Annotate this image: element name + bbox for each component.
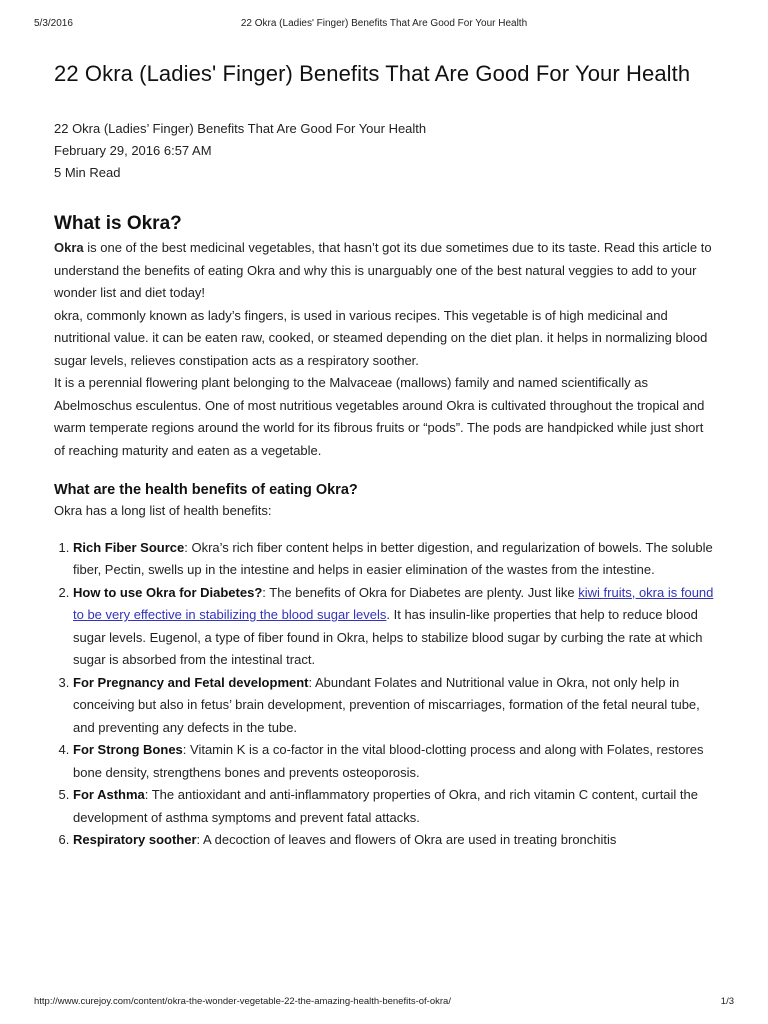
benefits-intro: Okra has a long list of health benefits: bbox=[54, 503, 272, 518]
benefit-item bbox=[73, 739, 716, 784]
page-url: http://www.curejoy.com/content/okra-the-wonder-vegetable-22-the-amazing-health-benefits-of-okra/ bbox=[34, 995, 451, 1007]
print-header bbox=[34, 16, 734, 30]
section-heading: What is Okra? bbox=[54, 213, 182, 234]
benefit-text: : Vitamin K is a co-factor in the vital blood-clotting process and along with Folates, restores bone density, strengthens bones and prevents osteoporosis. bbox=[73, 742, 704, 780]
read-time: 5 Min Read bbox=[54, 165, 121, 180]
intro-text: is one of the best medicinal vegetables, that hasn’t got its due sometimes due to its taste. Read this article to understand the benefits of eating Okra and why this is unarguably one of the best natural veggies to add to your wonder list and diet today! bbox=[54, 240, 712, 300]
article-meta bbox=[54, 118, 716, 184]
paragraph-common-names: okra, commonly known as lady’s fingers, is used in various recipes. This vegetable is of high medicinal and nutritional value. it can be eaten raw, cooked, or steamed depending on the diet plan. it helps in normalizing blood sugar levels, relieves constipation acts as a respiratory soother. bbox=[54, 307, 708, 368]
page-number: 1/3 bbox=[720, 995, 734, 1007]
benefit-text: : Abundant Folates and Nutritional value in Okra, not only help in conceiving but also in fetus’ brain development, prevention of miscarriages, formation of the fetal neural tube, and preventing any defects in the tube. bbox=[73, 674, 700, 735]
benefit-item bbox=[73, 829, 716, 852]
benefit-text: : A decoction of leaves and flowers of Okra are used in treating bronchitis bbox=[196, 832, 617, 847]
benefit-text: : The benefits of Okra for Diabetes are plenty. Just like bbox=[262, 584, 579, 600]
benefit-item bbox=[73, 582, 716, 672]
benefit-text: . It has insulin-like properties that help to reduce blood sugar levels. Eugenol, a type of fiber found in Okra, helps to stabilize blood sugar by curbing the rate at which sugar is absorbed from the intestinal tract. bbox=[73, 607, 703, 667]
benefit-text: : Okra’s rich fiber content helps in better digestion, and regularization of bowels. The soluble fiber, Pectin, swells up in the intestine and helps in easier elimination of the wastes from the intestine. bbox=[73, 539, 713, 577]
benefit-item bbox=[73, 672, 716, 740]
print-footer bbox=[34, 994, 734, 1008]
print-date: 5/3/2016 bbox=[34, 17, 73, 29]
intro-bold-term: Okra bbox=[54, 240, 84, 255]
paragraph-plant-description: It is a perennial flowering plant belonging to the Malvaceae (mallows) family and named scientifically as Abelmoschus esculentus. One of most nutritious vegetables around Okra is cultivated throughout the tropical and warm temperate regions around the world for its fibrous fruits or “pods”. The pods are handpicked while just short of reaching maturity and eaten as a vegetable. bbox=[54, 375, 705, 458]
kiwi-fruits-link[interactable]: kiwi fruits, okra is found to be very effective in stabilizing the blood sugar levels bbox=[73, 584, 714, 622]
article-title: 22 Okra (Ladies' Finger) Benefits That Are Good For Your Health bbox=[54, 61, 691, 86]
benefit-title: Respiratory soother bbox=[73, 832, 197, 847]
benefit-item bbox=[73, 784, 716, 829]
benefits-subheading: What are the health benefits of eating Okra? bbox=[54, 482, 358, 498]
intro-paragraph bbox=[54, 237, 716, 305]
article-date: February 29, 2016 6:57 AM bbox=[54, 143, 212, 158]
benefit-title: For Asthma bbox=[73, 787, 145, 802]
benefit-title: For Strong Bones bbox=[73, 742, 183, 757]
benefit-title: For Pregnancy and Fetal development bbox=[73, 674, 309, 690]
print-page-title: 22 Okra (Ladies' Finger) Benefits That Are Good For Your Health bbox=[240, 17, 528, 29]
benefit-text: : The antioxidant and anti-inflammatory properties of Okra, and rich vitamin C content, curtail the development of asthma symptoms and prevent fatal attacks. bbox=[73, 787, 698, 825]
article bbox=[54, 58, 716, 852]
benefits-list bbox=[54, 537, 716, 852]
benefit-item bbox=[73, 537, 716, 582]
article-subtitle: 22 Okra (Ladies’ Finger) Benefits That Are Good For Your Health bbox=[54, 121, 427, 136]
benefit-title: Rich Fiber Source bbox=[73, 539, 185, 555]
benefit-title: How to use Okra for Diabetes? bbox=[73, 584, 263, 600]
